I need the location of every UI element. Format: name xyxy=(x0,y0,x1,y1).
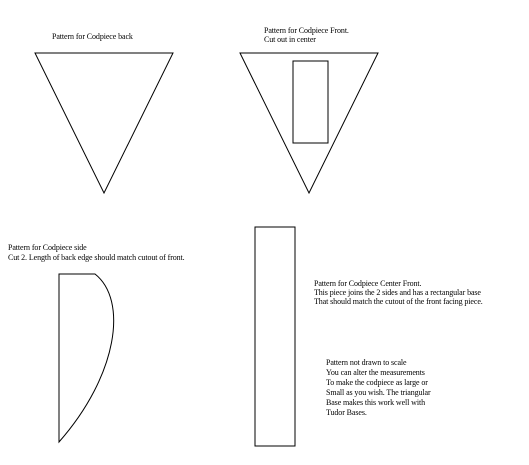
codpiece-side-title: Pattern for Codpiece side xyxy=(8,243,87,252)
codpiece-back-triangle xyxy=(35,53,173,193)
codpiece-side-note: Cut 2. Length of back edge should match cutout of front. xyxy=(8,253,185,262)
codpiece-back-title: Pattern for Codpiece back xyxy=(52,32,133,41)
codpiece-front-note: Cut out in center xyxy=(264,35,316,44)
note-line: Small as you wish. The triangular xyxy=(326,388,431,397)
note-line: Pattern not drawn to scale xyxy=(326,358,407,367)
note-line: You can alter the measurements xyxy=(326,368,425,377)
codpiece-center-front-strip xyxy=(255,227,295,446)
codpiece-center-front-line3: That should match the cutout of the front facing piece. xyxy=(314,297,483,306)
codpiece-front-cutout xyxy=(293,61,328,143)
note-line: Base makes this work well with xyxy=(326,398,425,407)
codpiece-center-front-title: Pattern for Codpiece Center Front. xyxy=(314,279,422,288)
codpiece-side-piece xyxy=(59,274,114,442)
notes-block xyxy=(326,358,431,418)
codpiece-front-title: Pattern for Codpiece Front. xyxy=(264,26,349,35)
codpiece-front-triangle xyxy=(240,53,378,193)
note-line: Tudor Bases. xyxy=(326,408,367,417)
codpiece-center-front-line2: This piece joins the 2 sides and has a rectangular base xyxy=(314,288,481,297)
note-line: To make the codpiece as large or xyxy=(326,378,428,387)
